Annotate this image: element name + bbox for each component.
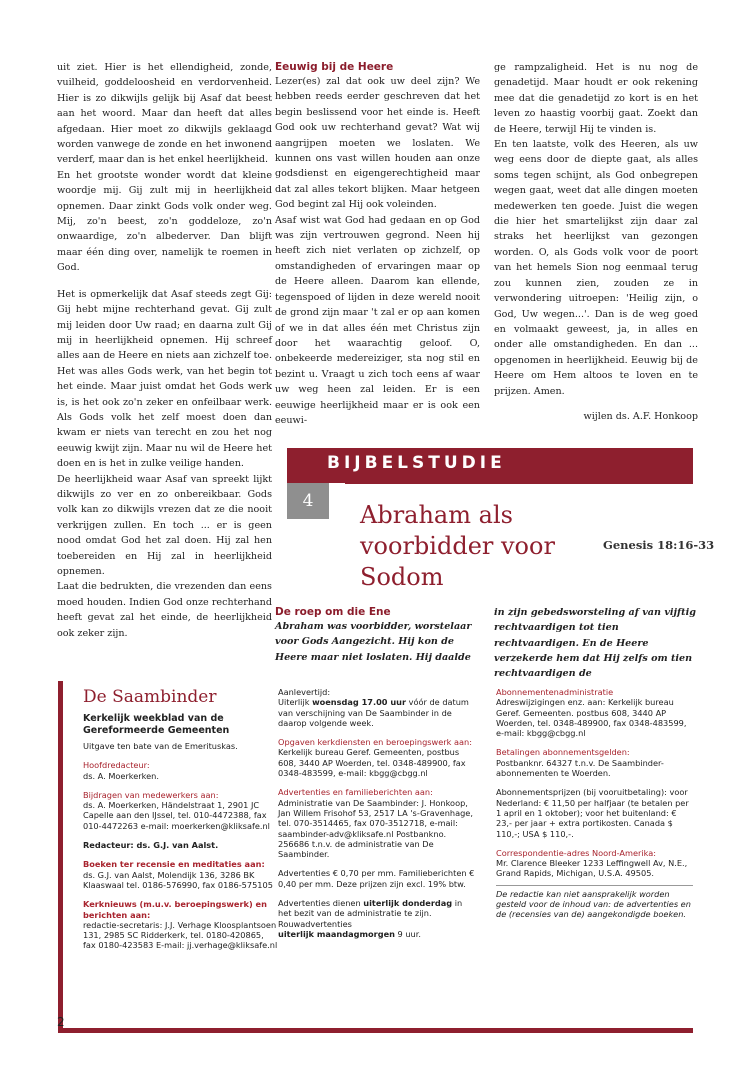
colophon-column-2	[278, 681, 478, 939]
value: Kerkelijk bureau Geref. Gemeenten, postbus 608, 3440 AP Woerden, tel. 0348-489900, fax 0348-483599, e-mail: kbgg@cbgg.nl	[278, 747, 466, 779]
value: Abonnementsprijzen (bij vooruitbetaling): voor Nederland: € 11,50 per halfjaar (te betalen per 1 april en 1 oktober); voor het buitenland: € 23,- per jaar + extra portikosten. Canada $ 110,-; USA $ 110,-.	[496, 787, 689, 839]
value	[278, 697, 478, 728]
text: Uiterlijk	[278, 697, 313, 708]
divider	[345, 483, 693, 484]
study-column-3	[494, 605, 698, 681]
value: ds. A. Moerkerken, Händelstraat 1, 2901 JC Capelle aan den IJssel, tel. 010-4472388, fax 010-4472263 e-mail: moerkerken@kliksafe.nl	[83, 800, 270, 831]
label: Betalingen abonnementsgelden:	[496, 747, 630, 758]
paragraph: Asaf wist wat God had gedaan en op God was zijn vertrouwen gegrond. Neen hij heeft zich niet verlaten op zichzelf, op omstandigheden of ervaringen maar op de Heere alleen. Daarom kan ellende, tegenspoed of lijden in deze wereld nooit de grond zijn maar 't zal er op aan komen of we in dat alles één met Christus zijn door het waarachtig geloof. O, onbekeerde medereiziger, sta nog stil en bezint u. Vraagt u zich toch eens af waar uw weg heen zal leiden. Er is een eeuwige heerlijkheid maar er is ook een eeuwi-	[275, 214, 480, 426]
label: Opgaven kerkdiensten en beroepingswerk aan:	[278, 737, 472, 748]
label: Aanlevertijd:	[278, 687, 331, 697]
value: Mr. Clarence Bleeker 1233 Leffingwell Av, N.E., Grand Rapids, Michigan, U.S.A. 49505.	[496, 858, 688, 879]
study-number: 4	[287, 483, 329, 519]
paragraph: De heerlijkheid waar Asaf van spreekt lijkt dikwijls zo ver en zo onbereikbaar. Gods volk kan zo dikwijls vrezen dat ze die nooit verkrijgen zullen. En toch ... er is geen nood omdat God het zal doen. Hij zal hen toebereiden en Hij zal in heerlijkheid opnemen.	[57, 473, 272, 577]
article-column-2	[275, 60, 480, 428]
paragraph: Lezer(es) zal dat ook uw deel zijn? We hebben reeds eerder geschreven dat het begin beslissend voor het einde is. Heeft God ook uw rechterhand gevat? Wat wij aangrijpen moeten we loslaten. We kunnen ons vast willen houden aan onze godsdienst en eigengerechtigheid maar dat zal alles tekort blijken. Maar hetgeen God begint zal Hij ook voleinden.	[275, 76, 480, 211]
value: ds. G.J. van Aalst, Molendijk 136, 3286 BK Klaaswaal tel. 0186-576990, fax 0186-575105	[83, 869, 273, 890]
label: Boeken ter recensie en meditaties aan:	[83, 859, 265, 870]
article-column-3	[494, 60, 698, 424]
value: Advertenties € 0,70 per mm. Familieberichten € 0,40 per mm. Deze prijzen zijn excl. 19% btw.	[278, 868, 475, 889]
colophon-column-3	[496, 681, 693, 920]
section-heading: Eeuwig bij de Heere	[275, 61, 394, 73]
colophon	[58, 681, 693, 1033]
paragraph: En het grootste wonder wordt dat kleine woordje mij. Gij zult mij in heerlijkheid opnemen. Daar zinkt Gods volk onder weg. Mij, zo'n beest, zo'n goddeloze, zo'n onwaardige, zo'n albederver. Dan blijft maar één ding over, namelijk te roemen in God.	[57, 169, 272, 274]
paragraph: uit ziet. Hier is het ellendigheid, zonde, vuilheid, goddeloosheid en verdorvenheid. Hier is zo dikwijls gelijk bij Asaf dat beest aan het woord. Maar dan heeft dat alles afgedaan. Hier moet zo dikwijls geklaagd worden vanwege de zonde en het inwonend verderf, maar dan is het enkel heerlijkheid.	[57, 62, 272, 166]
label: Correspondentie-adres Noord-Amerika:	[496, 847, 657, 858]
text-bold: uiterlijk donderdag	[363, 898, 453, 909]
masthead-logo: De Saambinder	[83, 687, 217, 707]
disclaimer: De redactie kan niet aansprakelijk worden gesteld voor de inhoud van: de advertenties en de (recensies van de) aangekondigde boeken.	[496, 885, 693, 920]
author-signature: wijlen ds. A.F. Honkoop	[583, 410, 698, 422]
text: vóór de datum van verschijning van De Saambinder in de daarop volgende week.	[278, 697, 469, 728]
study-column-2	[275, 605, 480, 665]
paragraph: ge rampzaligheid. Het is nu nog de genadetijd. Maar houdt er ook rekening mee dat die genadetijd zo kort is en het leven zo haastig voorbij gaat. Zoekt dan de Heere, terwijl Hij te vinden is.	[494, 62, 698, 135]
label: Abonnementenadministratie	[496, 687, 614, 697]
text-bold: uiterlijk maandagmorgen	[278, 928, 395, 939]
bible-reference: Genesis 18:16-33	[603, 538, 715, 552]
label: Kerknieuws (m.u.v. beroepingswerk) en berichten aan:	[83, 899, 267, 920]
value	[278, 898, 478, 939]
paragraph: En ten laatste, volk des Heeren, als uw weg eens door de diepte gaat, als alles soms tegen schijnt, als God onbegrepen wegen gaat, weet dat alle dingen moeten medewerken ten goede. Juist die wegen die hier het smartelijkst zijn daar zal straks het heerlijkst van gezongen worden. O, als Gods volk voor de poort van het hemels Sion nog eenmaal terug zou kunnen zien, zouden ze in verwondering uitroepen: 'Heilig zijn, o God, Uw wegen...'. Dan is de weg goed en volmaakt geweest, ja, in alles en onder alle omstandigheden. En dan ... opgenomen in heerlijkheid. Eeuwig bij de Heere om Hem altoos te loven en te prijzen. Amen.	[494, 139, 698, 397]
page-number: 2	[57, 1015, 65, 1029]
study-intro: Abraham was voorbidder, worstelaar voor Gods Aangezicht. Hij kon de Heere maar niet loslaten. Hij daalde	[275, 621, 472, 663]
study-intro-continued: in zijn gebedsworsteling af van vijftig rechtvaardigen tot tien rechtvaardigen. En de Heere verzekerde hem dat Hij zelfs om tien rechtvaardigen de	[494, 607, 696, 680]
value: Adreswijzigingen enz. aan: Kerkelijk bureau Geref. Gemeenten. postbus 608, 3440 AP Woerden, tel. 0348-489900, fax 0348-483599, e-mail: kbgg@cbgg.nl	[496, 697, 687, 739]
label: Bijdragen van medewerkers aan:	[83, 789, 219, 800]
text: Advertenties dienen	[278, 898, 364, 909]
redacteur-line: Redacteur: ds. G.J. van Aalst.	[83, 840, 219, 851]
label: Advertenties en familieberichten aan:	[278, 787, 433, 798]
value: Postbanknr. 64327 t.n.v. De Saambinder-abonnementen te Woerden.	[496, 757, 664, 779]
bijbelstudie-banner	[287, 448, 693, 483]
emeritus-note: Uitgave ten bate van de Emerituskas.	[83, 741, 238, 751]
value: redactie-secretaris: J.J. Verhage Kloosplantsoen 131, 2985 SC Ridderkerk, tel. 0180-420865, fax 0180-423583 E-mail: jj.verhage@kliksafe.nl	[83, 919, 278, 951]
paragraph: Laat die bedrukten, die vrezenden dan eens moed houden. Indien God onze rechterhand heeft gevat zal het einde, de heerlijkheid ook zeker zijn.	[57, 581, 272, 639]
text: in het bezit van de administratie te zijn. Rouwadvertenties	[278, 898, 463, 929]
text-bold: woensdag 17.00 uur	[312, 697, 407, 708]
label: Hoofdredacteur:	[83, 760, 150, 771]
article-column-1	[57, 60, 272, 641]
paragraph: Het is opmerkelijk dat Asaf steeds zegt Gij: Gij hebt mijne rechterhand gevat. Gij zult mij leiden door Uw raad; en daarna zult Gij mij in heerlijkheid opnemen. Hij schreef alles aan de Heere en niets aan zichzelf toe. Het was alles Gods werk, van het begin tot het einde. Maar juist omdat het Gods werk is, is het ook zo'n zeker en onfeilbaar werk. Als Gods volk het zelf moest doen dan kwam er niets van terecht en zou het nog eeuwig kwijt zijn. Maar nu wil de Heere het doen en is het in zulke veilige handen.	[57, 288, 272, 470]
text: 9 uur.	[394, 928, 421, 939]
study-title: Abraham als voorbidder voor Sodom	[360, 501, 555, 591]
masthead-subtitle: Kerkelijk weekblad van de Gereformeerde Gemeenten	[83, 713, 230, 736]
value: Administratie van De Saambinder: J. Honkoop, Jan Willem Frisohof 53, 2517 LA 's-Gravenhage, tel. 070-3514465, fax 070-3512718, e-mail: saambinder-adv@kliksafe.nl Postbankno. 256686 t.n.v. de administratie van De Saambinder.	[278, 797, 473, 860]
banner-label: BIJBELSTUDIE	[327, 453, 506, 473]
value: ds. A. Moerkerken.	[83, 770, 159, 781]
colophon-column-1	[83, 681, 278, 951]
study-heading: De roep om die Ene	[275, 606, 391, 618]
